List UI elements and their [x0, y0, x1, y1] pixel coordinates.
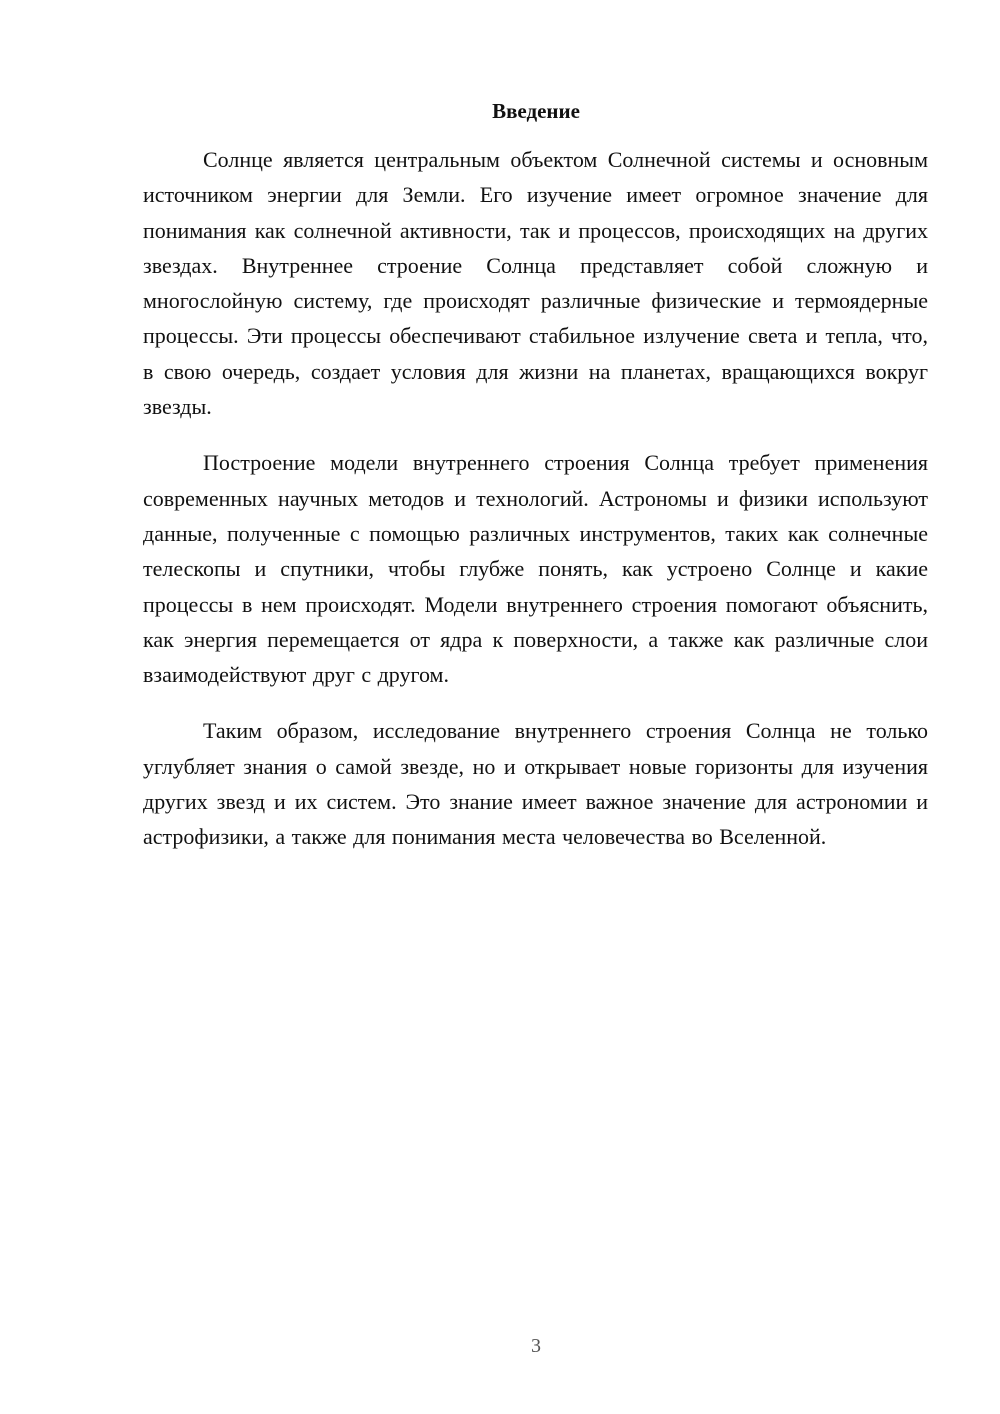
body-text	[143, 142, 928, 876]
paragraph-2: Построение модели внутреннего строения Солнца требует применения современных научных методов и технологий. Астрономы и физики используют данные, полученные с помощью различных инструментов, таких как солнечные телескопы и спутники, чтобы глубже понять, как устроено Солнце и какие процессы в нем происходят. Модели внутреннего строения помогают объяснить, как энергия перемещается от ядра к поверхности, а также как различные слои взаимодействуют друг с другом.	[143, 450, 928, 688]
paragraph-1: Солнце является центральным объектом Солнечной системы и основным источником энергии для Земли. Его изучение имеет огромное значение для понимания как солнечной активности, так и процессов, происходящих на других звездах. Внутреннее строение Солнца представляет собой сложную и многослойную систему, где происходят различные физические и термоядерные процессы. Эти процессы обеспечивают стабильное излучение света и тепла, что, в свою очередь, создает условия для жизни на планетах, вращающихся вокруг звезды.	[143, 147, 928, 420]
section-heading: Введение	[492, 99, 580, 123]
paragraph-3: Таким образом, исследование внутреннего строения Солнца не только углубляет знания о самой звезде, но и открывает новые горизонты для изучения других звезд и их систем. Это знание имеет важное значение для астрономии и астрофизики, а также для понимания места человечества во Вселенной.	[143, 718, 928, 850]
page-number: 3	[531, 1335, 541, 1357]
